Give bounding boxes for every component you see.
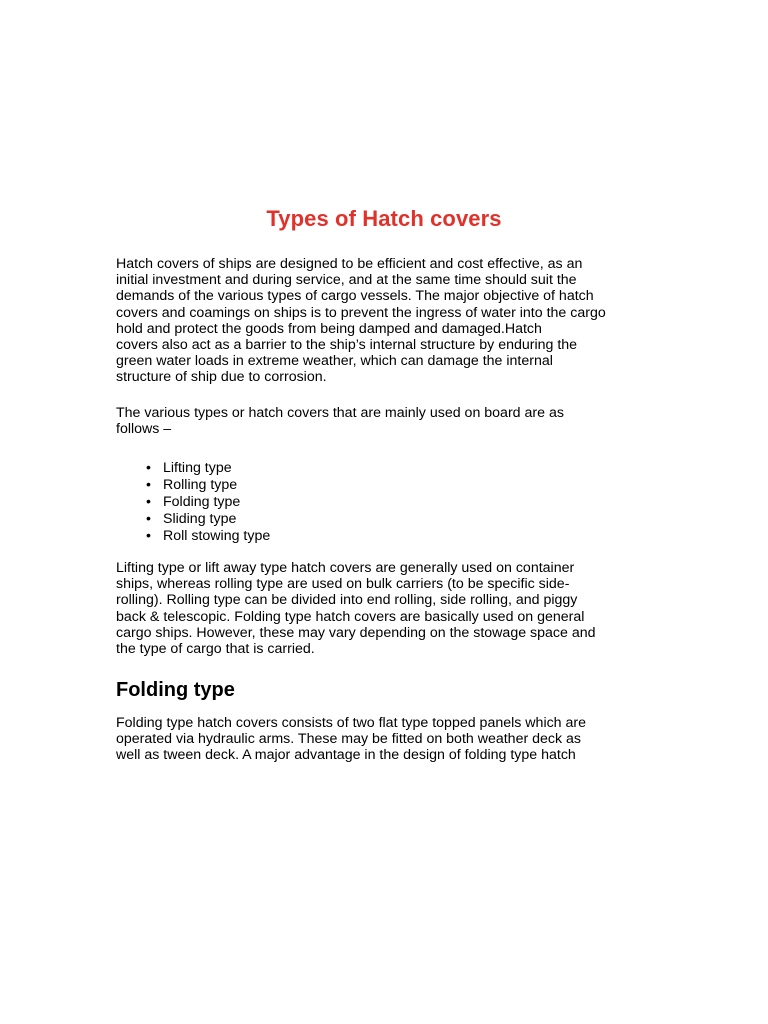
list-item-label: Lifting type <box>163 460 232 476</box>
list-item-label: Roll stowing type <box>163 528 271 544</box>
list-item-label: Sliding type <box>163 511 237 527</box>
list-item <box>116 460 270 477</box>
intro-line: initial investment and during service, and at the same time should suit the <box>116 272 577 289</box>
bullet-icon: • <box>146 511 151 527</box>
page-title: Types of Hatch covers <box>266 206 502 231</box>
intro-line: green water loads in extreme weather, which can damage the internal <box>116 353 553 370</box>
intro-line: demands of the various types of cargo vessels. The major objective of hatch <box>116 288 594 305</box>
intro-line: covers and coamings on ships is to prevent the ingress of water into the cargo <box>116 304 606 321</box>
usage-paragraph <box>116 560 661 657</box>
usage-line: Lifting type or lift away type hatch covers are generally used on container <box>116 560 575 576</box>
list-item-label: Folding type <box>163 494 241 510</box>
list-item <box>116 477 270 494</box>
bullet-icon: • <box>146 477 151 493</box>
intro-line: covers also act as a barrier to the ship’s internal structure by enduring the <box>116 337 578 354</box>
intro-line: structure of ship due to corrosion. <box>116 369 327 386</box>
bullet-icon: • <box>146 494 151 510</box>
list-item-label: Rolling type <box>163 477 238 493</box>
section-heading: Folding type <box>116 679 235 701</box>
intro-line: hold and protect the goods from being damped and damaged.Hatch <box>116 320 542 337</box>
usage-line: rolling). Rolling type can be divided into end rolling, side rolling, and piggy <box>116 592 578 609</box>
list-item <box>116 494 270 511</box>
section-paragraph <box>116 715 661 764</box>
list-intro-line: The various types or hatch covers that are mainly used on board are as <box>116 405 564 421</box>
usage-line: ships, whereas rolling type are used on bulk carriers (to be specific side- <box>116 576 570 593</box>
list-item <box>116 511 270 528</box>
list-intro-paragraph <box>116 405 661 437</box>
hatch-types-list <box>116 460 270 545</box>
intro-paragraph <box>116 256 661 386</box>
intro-line: Hatch covers of ships are designed to be efficient and cost effective, as an <box>116 256 583 272</box>
section-line: Folding type hatch covers consists of two flat type topped panels which are <box>116 715 587 731</box>
bullet-icon: • <box>146 528 151 544</box>
list-item <box>116 528 270 545</box>
usage-line: back & telescopic. Folding type hatch covers are basically used on general <box>116 608 585 625</box>
section-line: well as tween deck. A major advantage in the design of folding type hatch <box>116 747 576 764</box>
section-line: operated via hydraulic arms. These may be fitted on both weather deck as <box>116 731 582 748</box>
usage-line: the type of cargo that is carried. <box>116 641 315 658</box>
usage-line: cargo ships. However, these may vary depending on the stowage space and <box>116 624 596 641</box>
list-intro-line: follows – <box>116 421 172 438</box>
bullet-icon: • <box>146 460 151 476</box>
